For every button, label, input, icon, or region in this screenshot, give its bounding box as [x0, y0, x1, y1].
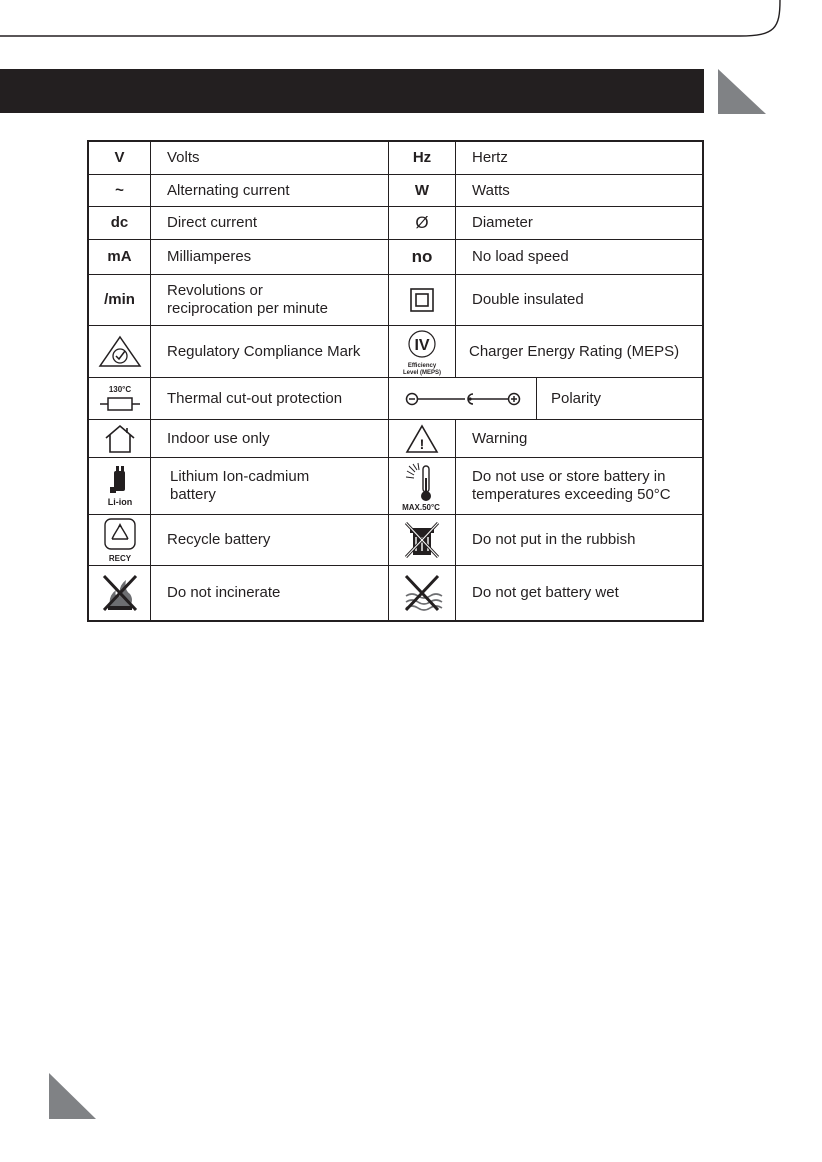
double-insulated-label: Double insulated — [456, 275, 702, 326]
volts-label: Volts — [151, 142, 389, 175]
rpm-label-line2: reciprocation per minute — [167, 300, 328, 317]
no-rubbish-label: Do not put in the rubbish — [456, 515, 702, 566]
meps-caption-line1: Efficiency — [407, 362, 437, 369]
milliamperes-label: Milliamperes — [151, 240, 389, 275]
thermal-label: Thermal cut-out protection — [151, 378, 389, 420]
max-temp-label — [456, 458, 702, 515]
no-load-speed-symbol: no — [389, 240, 456, 275]
max-temp-icon — [389, 458, 456, 515]
polarity-icon — [389, 378, 537, 419]
corner-triangle-bottom — [49, 1073, 96, 1119]
dc-symbol: dc — [89, 207, 151, 240]
watts-label: Watts — [456, 175, 702, 207]
warning-mark: ! — [419, 435, 425, 452]
watts-symbol: W — [389, 175, 456, 207]
thermal-temp: 130°C — [108, 384, 131, 394]
no-incinerate-label: Do not incinerate — [151, 566, 389, 620]
header-bar — [0, 69, 704, 113]
rcm-label: Regulatory Compliance Mark — [151, 326, 389, 378]
diameter-label: Diameter — [456, 207, 702, 240]
li-ion-label-line2: battery — [170, 486, 216, 503]
no-rubbish-icon — [389, 515, 456, 566]
meps-roman: IV — [414, 336, 430, 354]
warning-label: Warning — [456, 420, 702, 458]
dc-label: Direct current — [151, 207, 389, 240]
corner-triangle-top — [718, 69, 766, 114]
warning-icon — [389, 420, 456, 458]
max-temp-label-line2: temperatures exceeding 50°C — [472, 486, 671, 503]
no-wet-label: Do not get battery wet — [472, 584, 619, 601]
hertz-symbol: Hz — [389, 142, 456, 175]
indoor-use-icon — [89, 420, 151, 458]
recycle-icon — [89, 515, 151, 566]
symbols-table — [87, 140, 704, 622]
page-corner-curve — [0, 0, 822, 40]
diameter-symbol: Ø — [389, 207, 456, 240]
meps-label: Charger Energy Rating (MEPS) — [456, 326, 702, 378]
ac-symbol: ~ — [89, 175, 151, 207]
milliamperes-symbol: mA — [89, 240, 151, 275]
hertz-label: Hertz — [456, 142, 702, 175]
indoor-use-label: Indoor use only — [151, 420, 389, 458]
rpm-label-line1: Revolutions or — [167, 282, 263, 299]
meps-icon — [389, 326, 456, 378]
rcm-icon — [89, 326, 151, 378]
meps-caption-line2: Level (MEPS) — [402, 369, 442, 376]
polarity-label: Polarity — [551, 389, 602, 407]
li-ion-label-line1: Lithium Ion-cadmium — [170, 468, 310, 485]
li-ion-icon — [89, 458, 151, 515]
recycle-caption: RECY — [108, 554, 131, 563]
li-ion-caption: Li-ion — [107, 497, 132, 507]
no-load-speed-label: No load speed — [456, 240, 702, 275]
volts-symbol: V — [89, 142, 151, 175]
no-wet-icon — [389, 566, 456, 620]
ac-label: Alternating current — [151, 175, 389, 207]
polarity-row — [389, 378, 702, 420]
recycle-label: Recycle battery — [151, 515, 389, 566]
thermal-cutout-icon — [89, 378, 151, 420]
rpm-label — [151, 275, 389, 326]
no-incinerate-icon — [89, 566, 151, 620]
max-temp-label-line1: Do not use or store battery in — [472, 468, 666, 485]
rpm-symbol: /min — [89, 275, 151, 326]
double-insulated-icon — [389, 275, 456, 326]
max-temp-caption: MAX.50°C — [402, 503, 440, 512]
li-ion-label — [151, 458, 389, 515]
